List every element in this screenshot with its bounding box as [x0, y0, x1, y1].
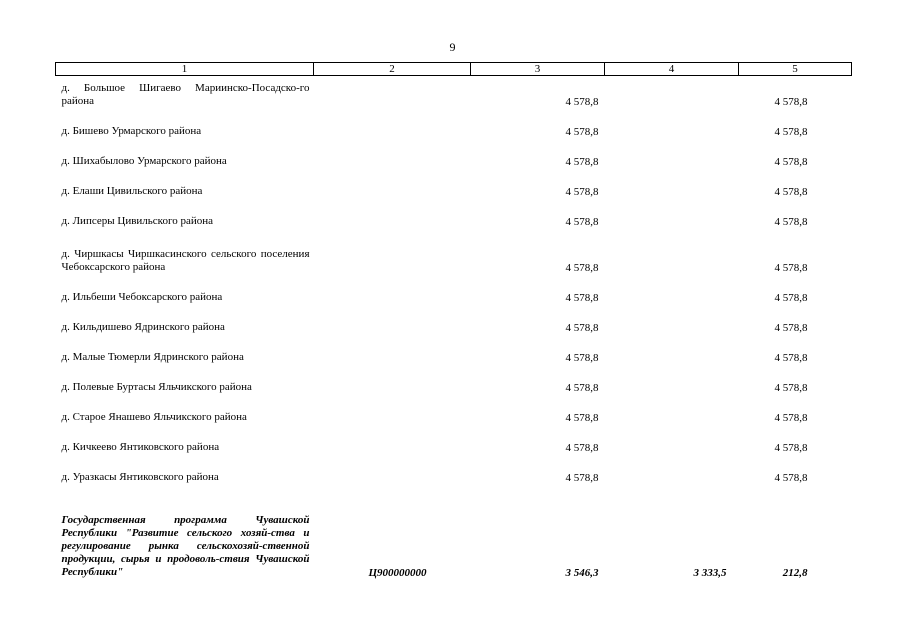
header-col-3: 3 [471, 63, 605, 76]
row-code [314, 364, 471, 394]
table-row [56, 274, 852, 304]
row-code [314, 454, 471, 484]
table-row [56, 138, 852, 168]
row-code [314, 304, 471, 334]
row-value-3: 4 578,8 [565, 262, 599, 274]
table-row [56, 304, 852, 334]
row-value-3: 4 578,8 [565, 216, 599, 228]
row-name: д. Полевые Буртасы Яльчикского района [61, 381, 252, 393]
table-row [56, 228, 852, 274]
program-code: Ц900000000 [368, 567, 427, 579]
table-row [56, 454, 852, 484]
row-value-5: 4 578,8 [774, 352, 808, 364]
row-value-3: 4 578,8 [565, 156, 599, 168]
row-name: д. Кильдишево Ядринского района [61, 321, 225, 333]
table-row [56, 334, 852, 364]
row-value-5: 4 578,8 [774, 442, 808, 454]
row-value-5: 4 578,8 [774, 472, 808, 484]
table-row [56, 198, 852, 228]
row-value-5: 4 578,8 [774, 156, 808, 168]
row-value-3: 4 578,8 [565, 126, 599, 138]
row-value-5: 4 578,8 [774, 186, 808, 198]
row-code [314, 76, 471, 109]
table-row [56, 394, 852, 424]
header-col-2: 2 [314, 63, 471, 76]
row-value-3: 4 578,8 [565, 96, 599, 108]
row-code [314, 108, 471, 138]
program-total-row [56, 484, 852, 579]
row-value-4 [605, 168, 739, 198]
row-name: д. Старое Янашево Яльчикского района [61, 411, 247, 423]
table-row [56, 364, 852, 394]
table-row [56, 168, 852, 198]
table-row [56, 108, 852, 138]
row-value-4 [605, 108, 739, 138]
program-value-5: 212,8 [782, 567, 808, 579]
row-value-4 [605, 424, 739, 454]
row-code [314, 138, 471, 168]
row-value-5: 4 578,8 [774, 322, 808, 334]
row-value-5: 4 578,8 [774, 126, 808, 138]
row-value-4 [605, 138, 739, 168]
row-value-3: 4 578,8 [565, 186, 599, 198]
budget-table [55, 62, 852, 579]
row-code [314, 274, 471, 304]
row-name: д. Большое Шигаево Мариинско-Посадско-го района [61, 82, 310, 107]
row-value-4 [605, 334, 739, 364]
row-name: д. Кичкеево Янтиковского района [61, 441, 220, 453]
row-value-4 [605, 394, 739, 424]
row-value-4 [605, 364, 739, 394]
row-value-4 [605, 76, 739, 109]
row-value-3: 4 578,8 [565, 472, 599, 484]
row-code [314, 228, 471, 274]
row-name: д. Липсеры Цивильского района [61, 215, 213, 227]
program-name: Государственная программа Чувашской Республики "Развитие сельского хозяй-ства и регулирование рынка сельскохозяй-ственной продукции, сырья и продоволь-ствия Чувашской Республики" [61, 514, 310, 578]
row-value-4 [605, 274, 739, 304]
row-name: д. Ильбеши Чебоксарского района [61, 291, 223, 303]
row-name: д. Малые Тюмерли Ядринского района [61, 351, 244, 363]
program-value-4: 3 333,5 [693, 567, 727, 579]
row-name: д. Бишево Урмарского района [61, 125, 202, 137]
row-name: д. Чиршкасы Чиршкасинского сельского поселения Чебоксарского района [61, 248, 310, 273]
program-value-3: 3 546,3 [565, 567, 599, 579]
row-name: д. Шихабылово Урмарского района [61, 155, 227, 167]
row-value-5: 4 578,8 [774, 382, 808, 394]
table-row [56, 76, 852, 109]
header-col-1: 1 [56, 63, 314, 76]
row-value-3: 4 578,8 [565, 442, 599, 454]
row-code [314, 334, 471, 364]
row-code [314, 168, 471, 198]
row-code [314, 394, 471, 424]
page-number: 9 [449, 40, 456, 54]
row-code [314, 424, 471, 454]
row-value-3: 4 578,8 [565, 382, 599, 394]
row-value-4 [605, 228, 739, 274]
row-value-3: 4 578,8 [565, 352, 599, 364]
row-value-5: 4 578,8 [774, 292, 808, 304]
header-col-5: 5 [739, 63, 852, 76]
table-header [56, 63, 852, 76]
row-value-5: 4 578,8 [774, 262, 808, 274]
row-code [314, 198, 471, 228]
row-name: д. Елаши Цивильского района [61, 185, 203, 197]
header-col-4: 4 [605, 63, 739, 76]
row-value-5: 4 578,8 [774, 216, 808, 228]
row-value-4 [605, 304, 739, 334]
row-value-4 [605, 454, 739, 484]
row-value-5: 4 578,8 [774, 412, 808, 424]
row-value-5: 4 578,8 [774, 96, 808, 108]
row-value-4 [605, 198, 739, 228]
table-row [56, 424, 852, 454]
row-value-3: 4 578,8 [565, 322, 599, 334]
row-value-3: 4 578,8 [565, 292, 599, 304]
row-value-3: 4 578,8 [565, 412, 599, 424]
row-name: д. Уразкасы Янтиковского района [61, 471, 219, 483]
